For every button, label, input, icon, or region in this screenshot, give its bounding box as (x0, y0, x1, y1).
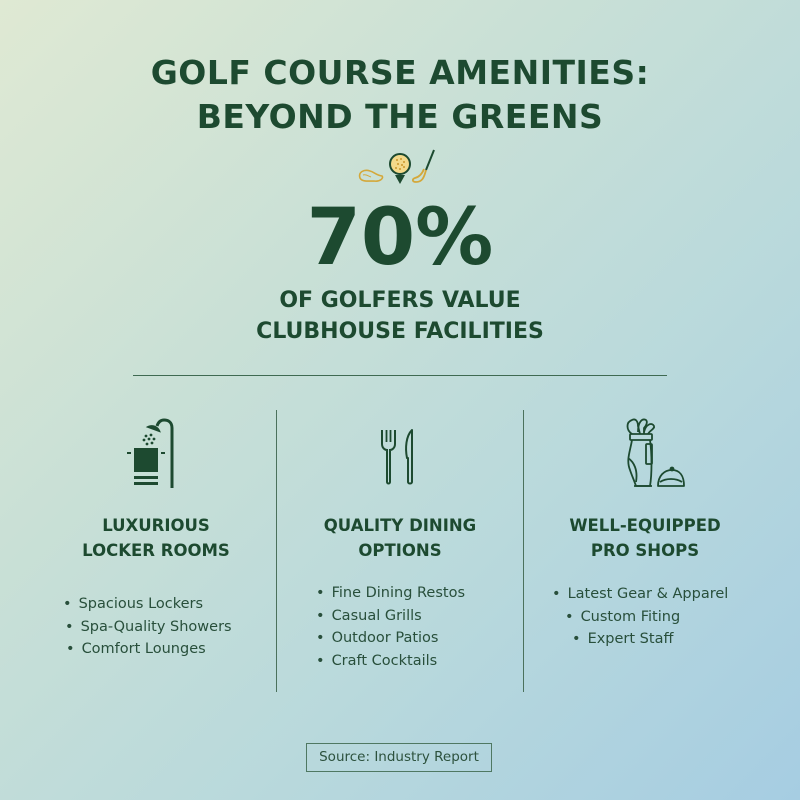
amenity-title-line-2: PRO SHOPS (590, 541, 700, 560)
section-divider (133, 375, 667, 376)
page-title-line-1: GOLF COURSE AMENITIES: (150, 53, 650, 92)
golf-bag-cap-icon (622, 414, 688, 490)
list-item: • Outdoor Patios (316, 627, 465, 650)
amenity-title-line-2: OPTIONS (358, 541, 442, 560)
list-item: • Latest Gear & Apparel (552, 583, 728, 606)
column-divider-1 (276, 410, 277, 692)
amenity-title-line-1: QUALITY DINING (323, 516, 477, 535)
column-divider-2 (523, 410, 524, 692)
amenity-title-line-1: LUXURIOUS (102, 516, 210, 535)
hero-stat-caption-line-1: OF GOLFERS VALUE (279, 288, 521, 313)
hero-stat-caption-line-2: CLUBHOUSE FACILITIES (256, 319, 544, 344)
list-item: • Spacious Lockers (63, 593, 232, 616)
list-item: • Fine Dining Restos (316, 582, 465, 605)
list-item: • Expert Staff (572, 628, 728, 651)
hero-stat-value: 70% (306, 193, 494, 283)
list-item: • Craft Cocktails (316, 650, 465, 673)
shower-towel-icon (126, 418, 178, 490)
golf-ball-tee-and-club-icon (356, 148, 444, 188)
page-title-line-2: BEYOND THE GREENS (196, 97, 604, 136)
fork-knife-icon (380, 428, 420, 486)
list-item: • Casual Grills (316, 605, 465, 628)
list-item: • Comfort Lounges (66, 638, 232, 661)
amenity-list (552, 583, 728, 651)
list-item: • Custom Fiting (565, 606, 728, 629)
amenity-list (63, 593, 232, 661)
list-item: • Spa-Quality Showers (65, 616, 232, 639)
source-label: Source: Industry Report (306, 743, 492, 772)
amenity-list (316, 582, 465, 672)
amenity-title-line-1: WELL-EQUIPPED (569, 516, 721, 535)
amenity-title-line-2: LOCKER ROOMS (82, 541, 230, 560)
